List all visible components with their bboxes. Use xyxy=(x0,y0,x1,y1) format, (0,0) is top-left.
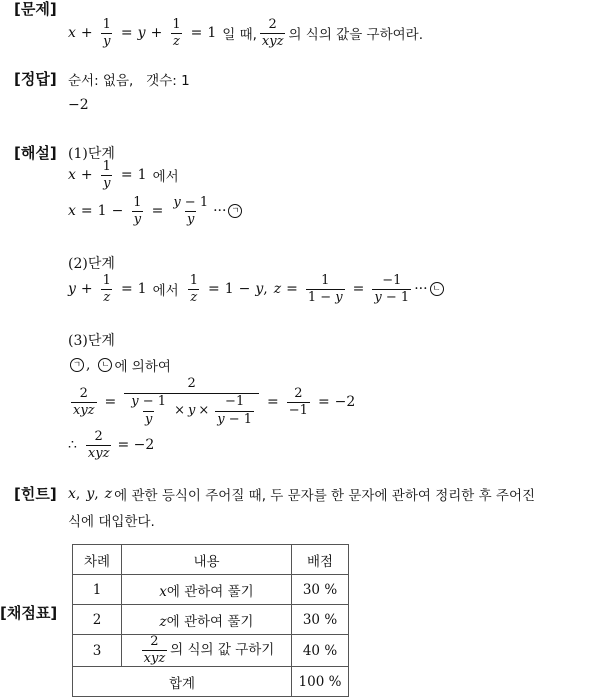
eseo-text: 에서 xyxy=(152,169,179,185)
hint-text-1: 에 관한 등식이 주어질 때, 두 문자를 한 문자에 관하여 정리한 후 주어진 xyxy=(114,488,536,504)
circle-nieun-marker: ㄴ xyxy=(98,358,112,372)
step2-title-text: (2)단계 xyxy=(68,256,115,272)
row-score: 30 % xyxy=(292,575,349,605)
fraction: $\frac{-1}{y - 1}$ xyxy=(217,394,253,427)
fraction: $\frac{1}{y}$ xyxy=(102,16,111,49)
step3-equation: $\frac{2}{\text{xyz}}$ = 2 $\frac{y - 1}{y}$ × y × $\frac{-1}{y - 1}$ = $\frac{2}{-1}$ = −2 xyxy=(73,376,356,427)
table-row xyxy=(73,605,349,635)
answer-value xyxy=(68,88,89,122)
step3-title-text: (3)단계 xyxy=(68,333,115,349)
fraction: $\frac{2}{\text{xyz}}$ xyxy=(261,16,284,49)
answer-label: [정답] xyxy=(14,70,57,88)
header-content: 내용 xyxy=(122,545,292,575)
fraction: $\frac{2}{\text{xyz}}$ xyxy=(143,634,166,666)
conclusion-value: = −2 xyxy=(117,437,155,453)
problem-text-question: 의 식의 값을 구하여라. xyxy=(288,27,423,43)
solution-label: [해설] xyxy=(14,144,57,162)
step1-equation-b: x = 1 − $\frac{1}{y}$ = $\frac{y - 1}{y}$ ··· ㄱ xyxy=(68,194,244,228)
fraction: $\frac{1}{z}$ xyxy=(102,272,111,305)
step3-conclusion: ∴ $\frac{2}{\text{xyz}}$ = −2 xyxy=(68,428,155,461)
total-score: 100 % xyxy=(292,667,349,697)
row-content: x에 관하여 풀기 xyxy=(122,575,292,605)
circle-giyeok-marker: ㄱ xyxy=(228,204,242,218)
hint-line-2 xyxy=(68,503,155,537)
total-label: 합계 xyxy=(73,667,292,697)
fraction: $\frac{1}{y}$ xyxy=(133,194,142,227)
header-order: 차례 xyxy=(73,545,122,575)
hint-text-2: 식에 대입한다. xyxy=(68,514,155,530)
circle-nieun-marker: ㄴ xyxy=(430,282,444,296)
fraction: $\frac{1}{z}$ xyxy=(172,16,181,49)
fraction: $\frac{1}{1 - y}$ xyxy=(307,272,343,305)
row-order: 1 xyxy=(73,575,122,605)
fraction: $\frac{2}{-1}$ xyxy=(288,385,308,418)
row-content: $\frac{2}{\text{xyz}}$ 의 식의 값 구하기 xyxy=(122,635,292,667)
row-order: 3 xyxy=(73,635,122,667)
problem-statement: x + $\frac{1}{y}$ = y + $\frac{1}{z}$ = 1 일 때, $\frac{2}{\text{xyz}}$ 의 식의 값을 구하여라. xyxy=(68,16,423,49)
fraction: $\frac{y - 1}{y}$ xyxy=(131,394,167,427)
answer-meta-text: 순서: 없음, 갯수: 1 xyxy=(68,73,190,89)
table-header-row xyxy=(73,545,349,575)
fraction: $\frac{2}{\text{xyz}}$ xyxy=(73,385,95,418)
hint-line-1: x , y , z 에 관한 등식이 주어질 때, 두 문자를 한 문자에 관하여 정리한 후 주어진 xyxy=(68,486,536,504)
fraction: $\frac{2}{\text{xyz}}$ xyxy=(87,428,110,461)
fraction: $\frac{1}{y}$ xyxy=(102,158,111,191)
step3-reference: ㄱ , ㄴ 에 의하여 xyxy=(68,348,171,382)
answer-value-text: −2 xyxy=(68,97,89,113)
problem-text-condition: 일 때, xyxy=(222,27,257,43)
eseo-text: 에서 xyxy=(152,283,179,299)
fraction: $\frac{1}{z}$ xyxy=(189,272,198,305)
table-row xyxy=(73,575,349,605)
compound-fraction: 2 $\frac{y - 1}{y}$ × y × $\frac{-1}{y - 1}$ xyxy=(124,377,259,427)
hint-label: [힌트] xyxy=(14,485,57,503)
rubric-table xyxy=(72,544,349,697)
row-score: 30 % xyxy=(292,605,349,635)
fraction: $\frac{y - 1}{y}$ xyxy=(173,194,209,227)
row-score: 40 % xyxy=(292,635,349,667)
row-order: 2 xyxy=(73,605,122,635)
circle-giyeok-marker: ㄱ xyxy=(70,358,84,372)
table-total-row xyxy=(73,667,349,697)
problem-label: [문제] xyxy=(14,0,57,18)
rubric-label: [채점표] xyxy=(0,604,58,622)
step2-equation: y + $\frac{1}{z}$ = 1 에서 $\frac{1}{z}$ = 1 − y , z = $\frac{1}{1 - y}$ = $\frac{-1}{y - 1}$ ··· ㄴ xyxy=(68,272,446,306)
step1-title-text: (1)단계 xyxy=(68,146,115,162)
table-row xyxy=(73,635,349,667)
fraction: $\frac{-1}{y - 1}$ xyxy=(374,272,410,305)
header-score: 배점 xyxy=(292,545,349,575)
row-content: z에 관하여 풀기 xyxy=(122,605,292,635)
by-text: 에 의하여 xyxy=(114,359,171,375)
step1-equation-a: x + $\frac{1}{y}$ = 1 에서 xyxy=(68,158,179,191)
